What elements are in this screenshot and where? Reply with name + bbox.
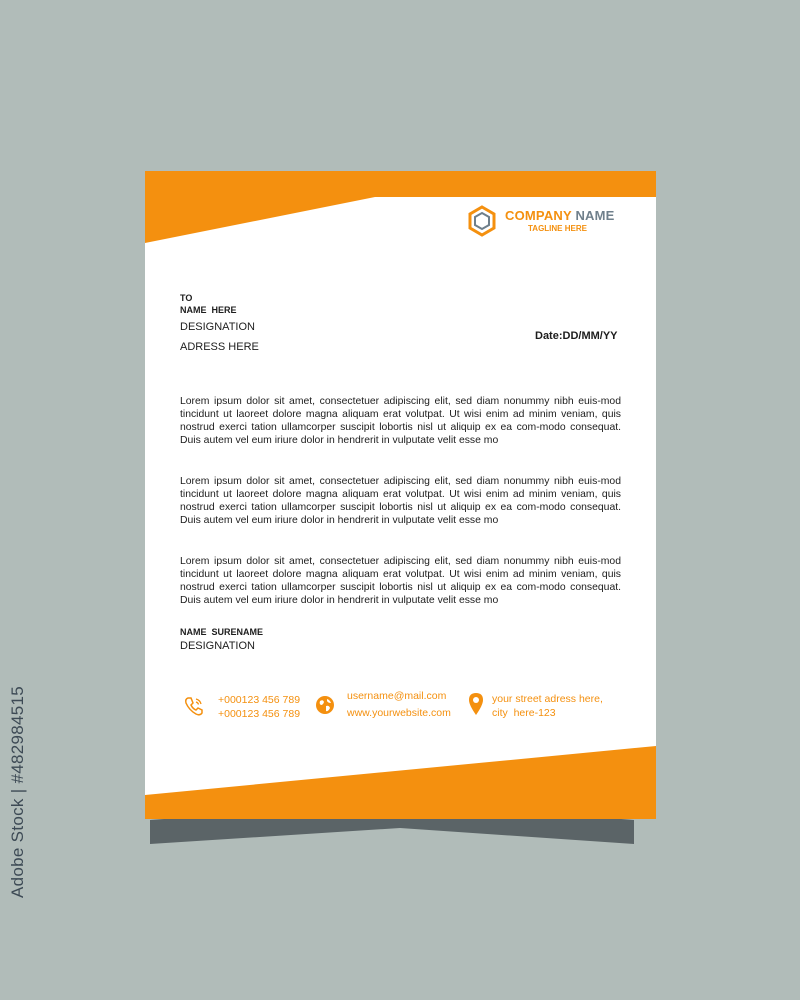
globe-icon	[315, 695, 335, 715]
company-name	[505, 208, 615, 223]
stock-watermark-id: Adobe Stock | #482984515	[8, 685, 27, 898]
letterhead-sheet	[145, 171, 656, 819]
phone-number: +000123 456 789	[218, 708, 301, 720]
signature-designation: DESIGNATION	[180, 640, 255, 652]
recipient-address: ADRESS HERE	[180, 341, 259, 353]
body-paragraph: Lorem ipsum dolor sit amet, consectetuer adipiscing elit, sed diam nonummy nibh euis-mod tincidunt ut laoreet dolore magna aliquam erat volutpat. Ut wisi enim ad minim veniam, quis nostrud exerci tation ullamcorper suscipit lobortis nisl ut aliquip ex ea com-modo consequat. Duis autem vel eum iriure dolor in hendrerit in vulputate velit esse mo	[180, 556, 621, 606]
body-paragraph: Lorem ipsum dolor sit amet, consectetuer adipiscing elit, sed diam nonummy nibh euis-mod tincidunt ut laoreet dolore magna aliquam erat volutpat. Ut wisi enim ad minim veniam, quis nostrud exerci tation ullamcorper suscipit lobortis nisl ut aliquip ex ea com-modo consequat. Duis autem vel eum iriure dolor in hendrerit in vulputate velit esse mo	[180, 476, 621, 526]
street-address: your street adress here,	[492, 693, 603, 705]
body-paragraph: Lorem ipsum dolor sit amet, consectetuer adipiscing elit, sed diam nonummy nibh euis-mod tincidunt ut laoreet dolore magna aliquam erat volutpat. Ut wisi enim ad minim veniam, quis nostrud exerci tation ullamcorper suscipit lobortis nisl ut aliquip ex ea com-modo consequat. Duis autem vel eum iriure dolor in hendrerit in vulputate velit esse mo	[180, 396, 621, 446]
location-pin-icon	[468, 692, 484, 716]
recipient-name: NAME HERE	[180, 305, 237, 315]
company-name-part1: COMPANY	[505, 208, 572, 223]
recipient-designation: DESIGNATION	[180, 321, 255, 333]
signature-name: NAME SURENAME	[180, 627, 264, 637]
phone-icon	[183, 695, 205, 717]
to-label: TO	[180, 293, 193, 303]
phone-number: +000123 456 789	[218, 694, 301, 706]
date: Date:DD/MM/YY	[535, 330, 618, 342]
email-link[interactable]: username@mail.com	[347, 690, 447, 702]
company-name-part2: NAME	[575, 208, 615, 223]
city-address: city here-123	[492, 707, 556, 719]
hexagon-icon	[467, 205, 497, 237]
website-link[interactable]: www.yourwebsite.com	[347, 707, 451, 719]
tagline: TAGLINE HERE	[528, 224, 587, 233]
